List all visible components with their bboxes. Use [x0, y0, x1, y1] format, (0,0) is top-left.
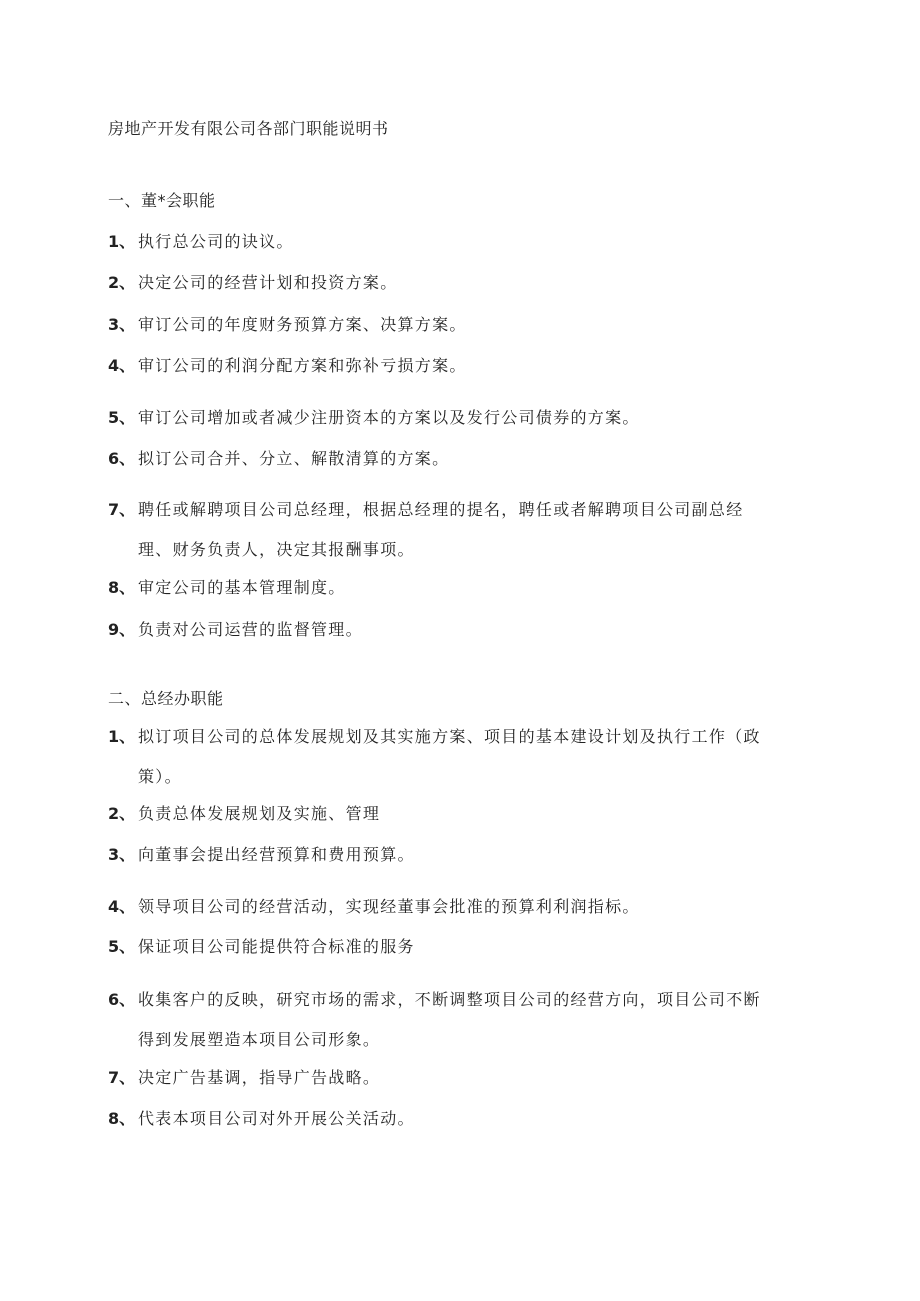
item-number: 3、 — [108, 845, 136, 864]
section-heading-board: 一、董*会职能 — [108, 191, 216, 210]
item-text: 收集客户的反映，研究市场的需求，不断调整项目公司的经营方向，项目公司不断 — [138, 990, 761, 1009]
item-text: 负责对公司运营的监督管理。 — [138, 620, 363, 639]
item-text-continuation: 理、财务负责人，决定其报酬事项。 — [138, 540, 415, 559]
item-number: 7、 — [108, 1068, 136, 1087]
item-text-continuation: 得到发展塑造本项目公司形象。 — [138, 1030, 381, 1049]
item-number: 1、 — [108, 232, 136, 251]
list-item — [108, 405, 808, 428]
document-title: 房地产开发有限公司各部门职能说明书 — [108, 119, 389, 138]
item-text: 审定公司的基本管理制度。 — [138, 578, 346, 597]
list-item — [108, 724, 808, 787]
list-item — [108, 987, 808, 1050]
item-text: 决定广告基调，指导广告战略。 — [138, 1068, 381, 1087]
item-number: 3、 — [108, 315, 136, 334]
list-item — [108, 497, 808, 560]
list-item — [108, 1065, 808, 1088]
item-text: 代表本项目公司对外开展公关活动。 — [138, 1109, 415, 1128]
item-number: 2、 — [108, 273, 136, 292]
list-item — [108, 270, 808, 293]
list-item — [108, 575, 808, 598]
item-number: 6、 — [108, 990, 136, 1009]
item-text-continuation: 策）。 — [138, 767, 182, 786]
item-number: 4、 — [108, 356, 136, 375]
item-number: 5、 — [108, 937, 136, 956]
list-item — [108, 617, 808, 640]
list-item — [108, 801, 808, 824]
section-heading-general-office: 二、总经办职能 — [108, 689, 224, 708]
item-text: 拟订公司合并、分立、解散清算的方案。 — [138, 449, 450, 468]
item-text: 聘任或解聘项目公司总经理，根据总经理的提名，聘任或者解聘项目公司副总经 — [138, 500, 744, 519]
item-number: 4、 — [108, 897, 136, 916]
item-number: 7、 — [108, 500, 136, 519]
item-text: 负责总体发展规划及实施、管理 — [138, 804, 381, 823]
item-number: 1、 — [108, 727, 136, 746]
item-text: 审订公司的利润分配方案和弥补亏损方案。 — [138, 356, 467, 375]
item-number: 6、 — [108, 449, 136, 468]
item-number: 9、 — [108, 620, 136, 639]
item-number: 2、 — [108, 804, 136, 823]
list-item — [108, 1106, 808, 1129]
list-item — [108, 229, 808, 252]
item-number: 5、 — [108, 408, 136, 427]
item-text: 审订公司增加或者减少注册资本的方案以及发行公司债券的方案。 — [138, 408, 640, 427]
item-number: 8、 — [108, 578, 136, 597]
item-text: 向董事会提出经营预算和费用预算。 — [138, 845, 415, 864]
list-item — [108, 842, 808, 865]
item-text: 审订公司的年度财务预算方案、决算方案。 — [138, 315, 467, 334]
item-text: 拟订项目公司的总体发展规划及其实施方案、项目的基本建设计划及执行工作（政 — [138, 727, 761, 746]
item-text: 执行总公司的诀议。 — [138, 232, 294, 251]
item-text: 决定公司的经营计划和投资方案。 — [138, 273, 398, 292]
item-text: 领导项目公司的经营活动，实现经董事会批准的预算利利润指标。 — [138, 897, 640, 916]
list-item — [108, 446, 808, 469]
item-text: 保证项目公司能提供符合标准的服务 — [138, 937, 415, 956]
list-item — [108, 353, 808, 376]
list-item — [108, 312, 808, 335]
list-item — [108, 934, 808, 957]
item-number: 8、 — [108, 1109, 136, 1128]
list-item — [108, 894, 808, 917]
